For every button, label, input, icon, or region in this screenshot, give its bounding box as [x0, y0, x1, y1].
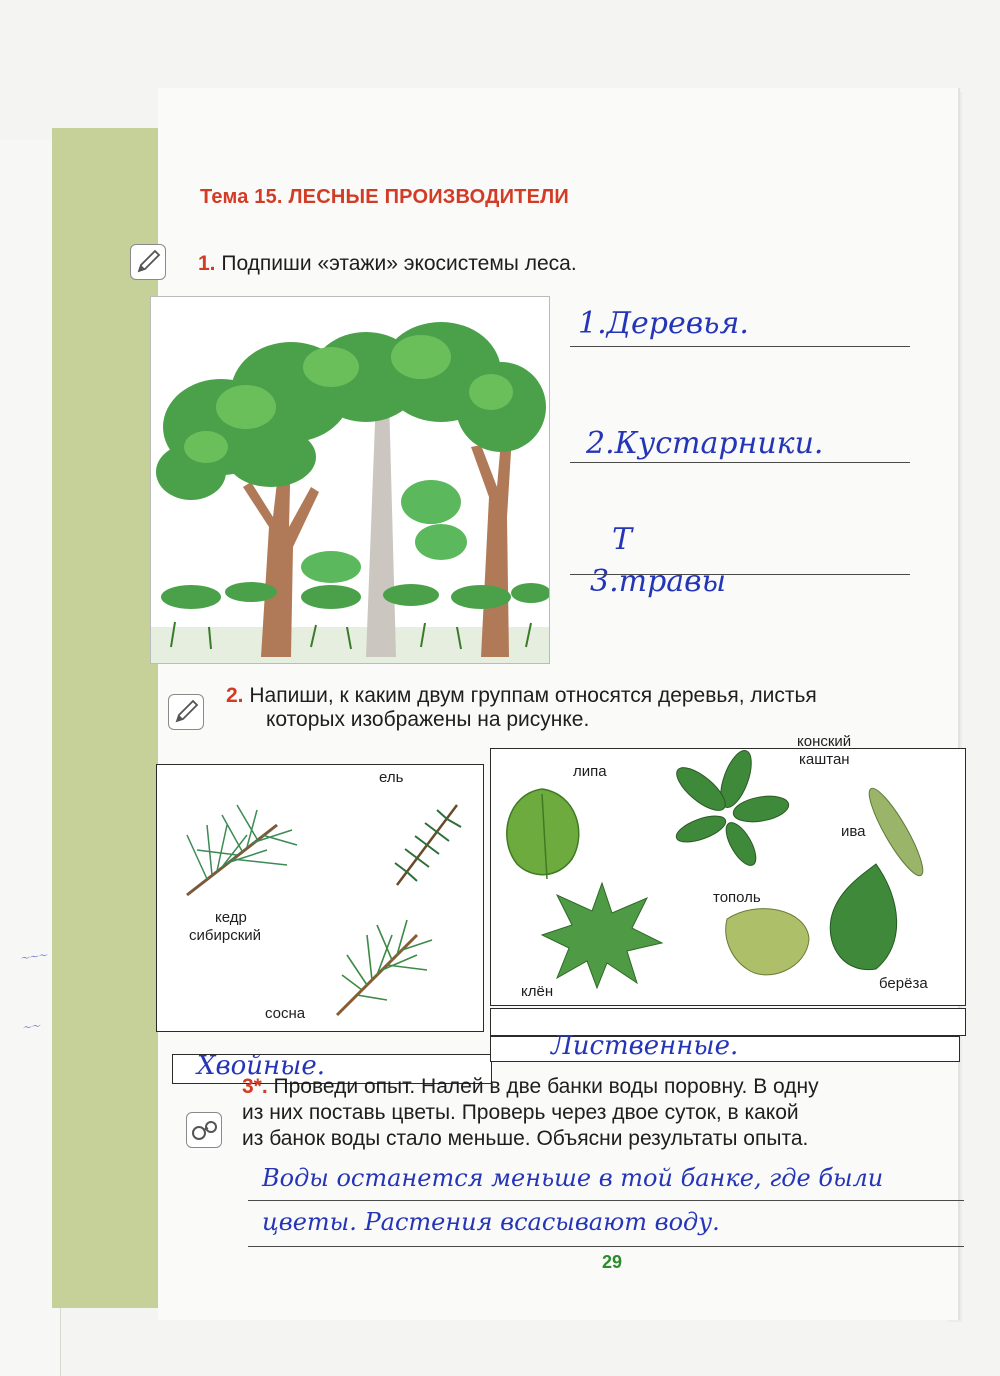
label-maple: клён — [521, 983, 554, 1000]
pencil-icon — [130, 244, 166, 280]
task2-number: 2. — [226, 684, 244, 707]
label-birch: берёза — [879, 975, 928, 992]
task1-prompt — [198, 252, 577, 276]
forest-illustration — [150, 296, 550, 664]
task3-number: 3*. — [242, 1075, 268, 1098]
margin-scribble-1: ～～～ — [19, 951, 48, 965]
birch-leaf-image — [821, 859, 911, 979]
label-pine: сосна — [265, 1005, 306, 1022]
pencil-icon — [168, 694, 204, 730]
task1-answer-2[interactable]: 2.Кустарники. — [586, 426, 824, 461]
task1-correction: Т — [612, 522, 633, 557]
pine-branch-image — [327, 915, 437, 1025]
page-number: 29 — [602, 1252, 623, 1272]
task2-prompt — [226, 684, 817, 732]
page-title: Тема 15. ЛЕСНЫЕ ПРОИЗВОДИТЕЛИ — [200, 186, 569, 208]
task3-text-line1: Проведи опыт. Налей в две банки воды поровну. В одну — [273, 1075, 819, 1098]
task1-number: 1. — [198, 252, 216, 275]
task3-text-line3: из банок воды стало меньше. Объясни результаты опыта. — [242, 1127, 809, 1150]
label-willow: ива — [841, 823, 866, 840]
label-poplar: тополь — [713, 889, 761, 906]
label-cedar-2: сибирский — [189, 927, 262, 944]
label-spruce: ель — [379, 769, 404, 786]
cedar-branch-image — [167, 795, 307, 905]
task3-prompt — [242, 1074, 819, 1152]
label-horse-chestnut-1: конский — [797, 733, 852, 750]
answer-line — [570, 346, 910, 347]
maple-leaf-image — [537, 873, 667, 993]
answer-line — [570, 462, 910, 463]
label-cedar-1: кедр — [215, 909, 247, 926]
task2-text-line2: которых изображены на рисунке. — [266, 708, 590, 731]
binoculars-icon — [186, 1112, 222, 1148]
task3-answer-2[interactable]: цветы. Растения всасывают воду. — [262, 1208, 720, 1236]
deciduous-answer-box[interactable] — [490, 1031, 960, 1062]
label-linden: липа — [573, 763, 607, 780]
conifer-answer: Хвойные. — [197, 1051, 325, 1081]
task3-text-line2: из них поставь цветы. Проверь через двое суток, в какой — [242, 1101, 799, 1124]
green-margin-strip — [52, 128, 160, 1308]
conifer-box — [156, 764, 484, 1032]
deciduous-box — [490, 733, 966, 1006]
task1-text: Подпиши «этажи» экосистемы леса. — [221, 252, 577, 275]
answer-line — [248, 1246, 964, 1247]
margin-scribble-2: ～～ — [21, 1021, 41, 1035]
task3-answer-1[interactable]: Воды останется меньше в той банке, где были — [262, 1164, 884, 1192]
task1-answer-3[interactable]: 3.травы — [590, 564, 727, 599]
task1-answer-1[interactable]: 1.Деревья. — [578, 306, 749, 341]
deciduous-answer: Лиственные. — [551, 1031, 739, 1061]
label-horse-chestnut-2: каштан — [799, 751, 850, 768]
horse-chestnut-leaf-image — [661, 749, 791, 879]
task2-text-line1: Напиши, к каким двум группам относятся деревья, листья — [249, 684, 817, 707]
answer-line — [248, 1200, 964, 1201]
spruce-branch-image — [377, 795, 477, 895]
answer-line — [570, 574, 910, 575]
poplar-leaf-image — [717, 899, 817, 989]
